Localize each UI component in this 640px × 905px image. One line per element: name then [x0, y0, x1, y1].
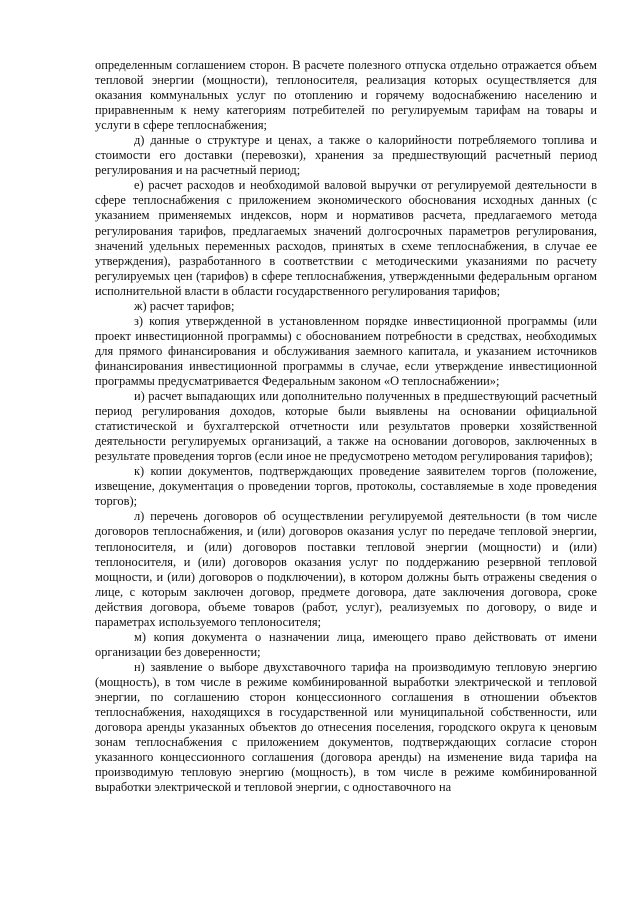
- paragraph-item-i: и) расчет выпадающих или дополнительно полученных в предшествующий расчетный период регулирования доходов, которые были выявлены на основании официальной статистической и бухгалтерской отчетности или результатов проверки хозяйственной деятельности регулируемых организаций, а также на основании договоров, заключенных в результате проведения торгов (если иное не предусмотрено методом регулирования тарифов);: [95, 389, 597, 464]
- paragraph-item-d: д) данные о структуре и ценах, а также о калорийности потребляемого топлива и стоимости его доставки (перевозки), хранения за предшествующий расчетный период регулирования и на расчетный период;: [95, 133, 597, 178]
- paragraph-item-n: н) заявление о выборе двухставочного тарифа на производимую тепловую энергию (мощность), в том числе в режиме комбинированной выработки электрической и тепловой энергии, по соглашению сторон концессионного соглашения в отношении объектов теплоснабжения, находящихся в государственной или муниципальной собственности, или договора аренды указанных объектов до отнесения поселения, городского округа к ценовым зонам теплоснабжения с приложением документов, подтверждающих согласие сторон указанного концессионного соглашения (договора аренды) на изменение вида тарифа на производимую тепловую энергию (мощность), в том числе в режиме комбинированной выработки электрической и тепловой энергии, с одноставочного на: [95, 659, 597, 795]
- document-page: [95, 58, 597, 795]
- paragraph-item-l: л) перечень договоров об осуществлении регулируемой деятельности (в том числе договоров теплоснабжения, и (или) договоров оказания услуг по передаче тепловой энергии, теплоносителя, и (или) договоров поставки тепловой энергии (мощности) и (или) теплоносителя, и (или) договоров оказания услуг по поддержанию резервной тепловой мощности, и (или) договоров о подключении), в котором должны быть отражены сведения о лице, с которым заключен договор, предмете договора, дате заключения договора, сроке действия договора, объеме товаров (работ, услуг), реализуемых по договору, о виде и параметрах используемого теплоносителя;: [95, 509, 597, 629]
- paragraph-item-k: к) копии документов, подтверждающих проведение заявителем торгов (положение, извещение, документация о проведении торгов, протоколы, составляемые в ходе проведения торгов);: [95, 464, 597, 509]
- paragraph-item-m: м) копия документа о назначении лица, имеющего право действовать от имени организации без доверенности;: [95, 629, 597, 659]
- paragraph-item-zh: ж) расчет тарифов;: [134, 298, 235, 313]
- paragraph-item-z: з) копия утвержденной в установленном порядке инвестиционной программы (или проект инвестиционной программы) с обоснованием потребности в средствах, необходимых для прямого финансирования и обслуживания заемного капитала, и указанием источников финансирования инвестиционной программы в случае, если утверждение инвестиционной программы предусматривается Федеральным законом «О теплоснабжении»;: [95, 313, 597, 388]
- paragraph-continuation: определенным соглашением сторон. В расчете полезного отпуска отдельно отражается объем тепловой энергии (мощности), теплоносителя, реализация которых осуществляется для оказания коммунальных услуг по отоплению и горячему водоснабжению населению и приравненным к нему категориям потребителей по регулируемым тарифам на товары и услуги в сфере теплоснабжения;: [95, 58, 597, 133]
- paragraph-item-e: е) расчет расходов и необходимой валовой выручки от регулируемой деятельности в сфере теплоснабжения с приложением экономического обоснования исходных данных (с указанием применяемых индексов, норм и нормативов расчета, предлагаемого метода регулирования тарифов, предлагаемых значений долгосрочных параметров регулирования, значений удельных переменных расходов, принятых в схеме теплоснабжения, в случае ее утверждения), разработанного в соответствии с методическими указаниями по расчету регулируемых цен (тарифов) в сфере теплоснабжения, утвержденными федеральным органом исполнительной власти в области государственного регулирования тарифов;: [95, 178, 597, 298]
